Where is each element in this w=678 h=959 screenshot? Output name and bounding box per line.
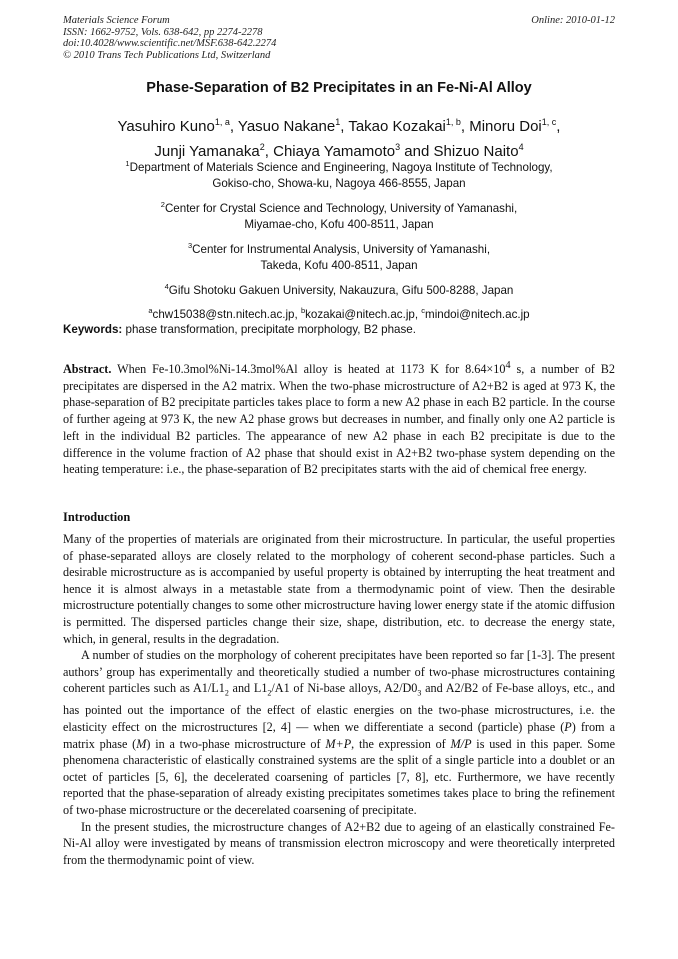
author-emails: $^a$chw15038@stn.nitech.ac.jp, $^b$kozakai@nitech.ac.jp, $^c$mindoi@nitech.ac.jp [148, 306, 530, 322]
keywords-label: Keywords: [63, 323, 123, 336]
affiliation: $^4$Gifu Shotoku Gakuen University, Nakauzura, Gifu 500-8288, Japan [164, 281, 514, 297]
author: Junji Yamanaka$^2$, [154, 142, 274, 160]
paragraph: Many of the properties of materials are originated from their microstructure. In particular, the useful properties of phase-separated alloys are closely related to the morphology of coherent second-phase particles. Such a desirable microstructure as is accompanied by useful property is obtained by interrupting the heat treatment and hence it is almost always in a metastable state from a thermodynamic point of view. Then the desirable microstructure potentially changes to some other microstructure having lower energy state if the atomic diffusion is permitted. The dispersed particles change their size, shape, distribution, etc. to decrease the energy state, which, in general, results in the degradation. [63, 532, 615, 646]
keywords [63, 323, 623, 336]
abstract-label: Abstract. [63, 362, 112, 377]
paragraph: A number of studies on the morphology of coherent precipitates have been reported so far [1-3]. The present authors’ group has experimentally and theoretically studied a number of two-phase microstructures containing coherent particles such as $A1/L1_2$ and $L1_2/A1$ of Ni-base alloys, $A2/D0_3$ and A2/B2 of Fe-base alloys, etc., and has pointed out the importance of the effect of elastic energies on the two-phase microstructures, i.e. the elasticity effect on the microstructures [2, 4] — when we differentiate a second (particle) phase (P) from a matrix phase (M) in a two-phase microstructure of M+P, the expression of M/P is used in this paper. Some phenomena characteristic of elastically constrained systems are the split of a single particle into a doublet or an octet of particles [5, 6], the decelerated coarsening of particles [7, 8], etc. Furthermore, we have recently reported that the phase-separation of already existing precipitates sometimes takes place to bring the refinement of two-phase microstructure or the decerelated coarsening of precipitate. [63, 648, 616, 817]
journal-doi: doi:10.4028/www.scientific.net/MSF.638-642.2274 [63, 38, 277, 49]
author: Minoru Doi$^{1, c}$, [469, 117, 561, 135]
journal-header [63, 15, 615, 61]
email-link: kozakai@nitech.ac.jp, [305, 308, 422, 322]
affiliation: $^1$Department of Materials Science and Engineering, Nagoya Institute of Technology, Gokiso-cho, Showa-ku, Nagoya 466-8555, Japan [125, 159, 553, 190]
author: Takao Kozakai$^{1, b}$, [348, 117, 470, 135]
journal-issn: ISSN: 1662-9752, Vols. 638-642, pp 2274-2278 [63, 26, 263, 38]
abstract: Abstract. When Fe-10.3mol%Ni-14.3mol%Al alloy is heated at 1173 K for $8.64\times 10^4$ s, a number of B2 precipitates are dispersed in the A2 matrix. When the two-phase microstructure of A2+B2 is aged at 973 K, the phase-separation of B2 precipitate particles takes place to form a new A2 phase in each B2 particle. In the course of further ageing at 973 K, the new A2 phase grows but decreases in number, and finally only one A2 particle is left in the individual B2 particles. The appearance of new A2 phase in each B2 precipitate is due to the difference in the volume fraction of A2 phase that should exist in A2+B2 two-phase system depending on the heating temperature: i.e., the phase-separation of B2 precipitates starts with the aid of chemical free energy. [63, 360, 615, 477]
affiliation: $^3$Center for Instrumental Analysis, University of Yamanashi, Takeda, Kofu 400-8511, Japan [187, 240, 491, 272]
section-heading-introduction: Introduction [63, 510, 131, 524]
affiliation: $^2$Center for Crystal Science and Technology, University of Yamanashi, Miyamae-cho, Kofu 400-8511, Japan [160, 199, 518, 231]
author-list [40, 112, 638, 162]
author: Chiaya Yamamoto$^3$ and [273, 142, 434, 160]
email-link: chw15038@stn.nitech.ac.jp, [152, 308, 301, 322]
paper-title: Phase-Separation of B2 Precipitates in an Fe-Ni-Al Alloy [146, 80, 532, 96]
journal-name: Materials Science Forum [63, 15, 170, 26]
online-date: Online: 2010-01-12 [531, 15, 615, 26]
affiliations [40, 156, 638, 323]
paragraph: In the present studies, the microstructure changes of A2+B2 due to ageing of an elastically constrained Fe-Ni-Al alloy were investigated by means of transmission electron microscopy and were theoretically interpreted from the thermodynamic point of view. [63, 819, 615, 867]
author: Yasuo Nakane$^1$, [237, 117, 349, 135]
email-link: mindoi@nitech.ac.jp [425, 308, 530, 322]
introduction-body [63, 531, 615, 868]
author: Yasuhiro Kuno$^{1, a}$, [117, 117, 238, 135]
journal-copyright: © 2010 Trans Tech Publications Ltd, Switzerland [63, 49, 271, 61]
author: Shizuo Naito$^4$ [433, 142, 524, 160]
keywords-text: phase transformation, precipitate morphology, B2 phase. [122, 323, 416, 336]
